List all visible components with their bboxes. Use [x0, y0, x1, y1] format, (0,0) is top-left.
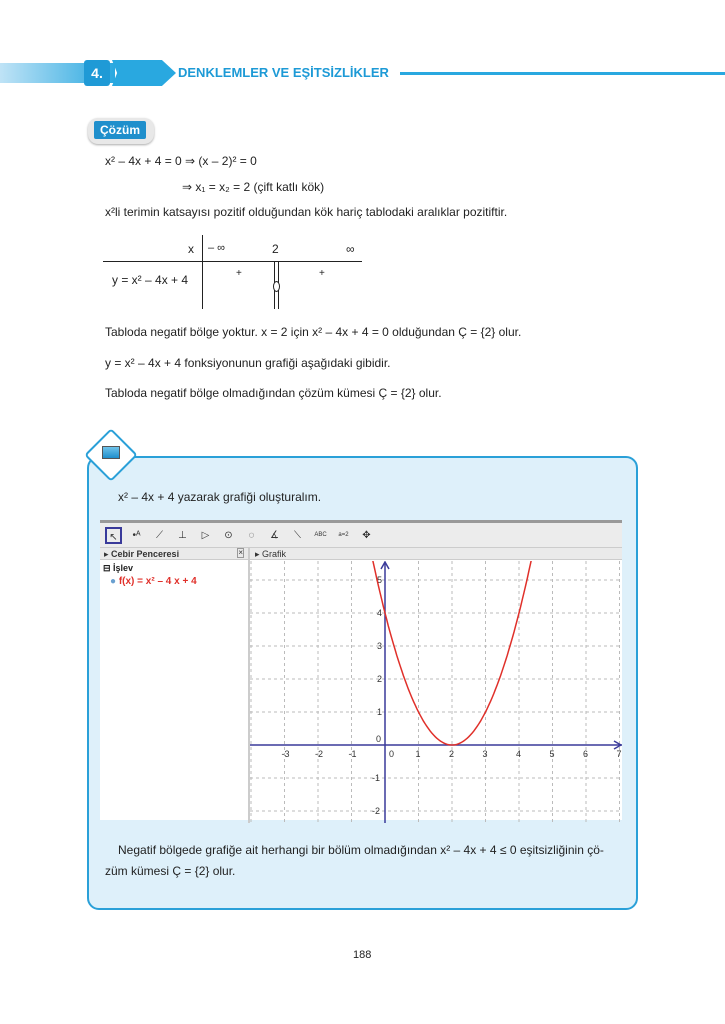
toolbar: [100, 523, 622, 548]
tool-0[interactable]: ↖: [105, 527, 122, 544]
graphics-header: ▸ Grafik: [249, 548, 622, 560]
tool-10[interactable]: a=2: [338, 532, 349, 538]
table-vline: [202, 235, 203, 309]
chapter-number: 4.: [84, 60, 110, 86]
tool-6[interactable]: ◌: [248, 530, 255, 541]
x-tick-label: -2: [315, 749, 324, 759]
geogebra-window: [100, 520, 622, 820]
x-tick-label: 2: [449, 749, 455, 759]
y-tick-label: 2: [377, 674, 383, 684]
x-tick-label: 3: [482, 749, 488, 759]
tool-11[interactable]: ✥: [362, 530, 371, 541]
function-entry[interactable]: [110, 576, 197, 587]
x-tick-label: 7: [616, 749, 622, 759]
algebra-title: Cebir Penceresi: [111, 549, 180, 559]
solution-badge: Çözüm: [94, 121, 146, 139]
solution-line-4: Tabloda negatif bölge yoktur. x = 2 için x² – 4x + 4 = 0 olduğundan Ç = {2} olur.: [105, 325, 522, 339]
table-pos-inf: ∞: [346, 242, 355, 256]
x-tick-label: 5: [549, 749, 555, 759]
header-chevron: [112, 60, 176, 86]
solution-line-5: y = x² – 4x + 4 fonksiyonunun grafiği aşağıdaki gibidir.: [105, 356, 391, 370]
y-tick-label: 0: [376, 734, 382, 744]
tool-1[interactable]: •ᴬ: [132, 530, 141, 541]
tool-7[interactable]: ∡: [270, 530, 279, 541]
computer-icon: [102, 446, 120, 459]
solution-line-2: ⇒ x₁ = x₂ = 2 (çift katlı kök): [182, 180, 325, 194]
y-tick-label: -2: [372, 806, 381, 816]
x-tick-label: 6: [583, 749, 589, 759]
x-tick-label: -3: [281, 749, 290, 759]
y-tick-label: 4: [377, 608, 383, 618]
y-tick-label: 1: [377, 707, 383, 717]
x-tick-label: -1: [348, 749, 357, 759]
table-x-label: x: [188, 242, 194, 256]
tool-2[interactable]: ⟋: [156, 530, 163, 541]
solution-line-1: x² – 4x + 4 = 0 ⇒ (x – 2)² = 0: [105, 154, 257, 168]
x-tick-label: 4: [516, 749, 522, 759]
activity-conclusion-2: züm kümesi Ç = {2} olur.: [105, 864, 236, 878]
algebra-header: ▸ Cebir Penceresi ×: [100, 548, 248, 560]
close-icon[interactable]: ×: [238, 548, 243, 557]
tool-4[interactable]: ▷: [201, 530, 210, 541]
graph-canvas[interactable]: [250, 561, 622, 823]
activity-intro: x² – 4x + 4 yazarak grafiği oluşturalım.: [118, 490, 322, 504]
table-y-label: y = x² – 4x + 4: [112, 273, 189, 287]
chapter-title: DENKLEMLER VE EŞİTSİZLİKLER: [178, 65, 389, 80]
header-rule: [400, 72, 725, 75]
table-hline: [103, 261, 362, 262]
y-tick-label: 5: [377, 575, 383, 585]
tool-8[interactable]: ⟍: [294, 530, 301, 541]
algebra-category[interactable]: ⊟ İşlev: [103, 563, 134, 573]
x-tick-label: 0: [389, 749, 395, 759]
function-text: f(x) = x² – 4 x + 4: [118, 576, 197, 587]
y-tick-label: 3: [377, 641, 383, 651]
table-right-sign: +: [319, 268, 325, 279]
tool-5[interactable]: ⊙: [224, 530, 233, 541]
page-number: 188: [353, 949, 372, 961]
root-circle: [273, 281, 280, 292]
tool-3[interactable]: ⊥: [178, 530, 187, 541]
graphics-title: Grafik: [262, 549, 287, 559]
table-neg-inf: – ∞: [208, 242, 226, 254]
activity-conclusion-1: Negatif bölgede grafiğe ait herhangi bir bölüm olmadığından x² – 4x + 4 ≤ 0 eşitsizliğinin çö-: [118, 843, 604, 857]
y-tick-label: -1: [372, 773, 381, 783]
x-tick-label: 1: [415, 749, 421, 759]
table-root: 2: [272, 242, 279, 256]
solution-line-6: Tabloda negatif bölge olmadığından çözüm kümesi Ç = {2} olur.: [105, 386, 442, 400]
solution-line-3: x²li terimin katsayısı pozitif olduğundan kök hariç tablodaki aralıklar pozitiftir.: [105, 205, 508, 219]
tool-9[interactable]: ABC: [314, 532, 327, 538]
category-label: İşlev: [113, 563, 134, 573]
visibility-dot-icon[interactable]: ●: [110, 576, 117, 587]
table-left-sign: +: [236, 268, 242, 279]
